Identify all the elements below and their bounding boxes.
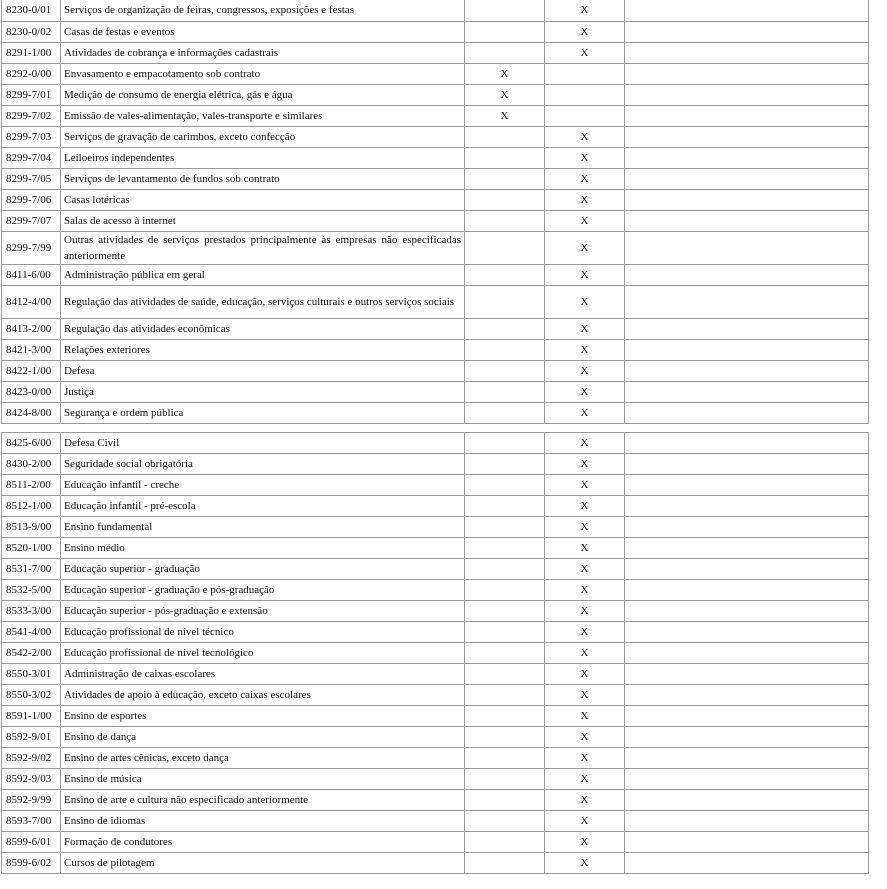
mark-column-1-cell (465, 285, 545, 318)
table-row (2, 210, 869, 231)
table-row (2, 664, 869, 685)
activity-description-cell: Administração pública em geral (61, 264, 465, 285)
mark-column-1-cell (465, 622, 545, 643)
mark-column-3-cell (625, 433, 869, 454)
mark-column-1-cell (465, 706, 545, 727)
table-row (2, 231, 869, 264)
cnae-code-cell: 8291-1/00 (2, 42, 61, 63)
mark-column-2-cell (545, 105, 625, 126)
mark-column-1-cell (465, 402, 545, 423)
mark-column-1-cell (465, 790, 545, 811)
mark-column-1-cell (465, 727, 545, 748)
cnae-code-cell: 8299-7/05 (2, 168, 61, 189)
mark-column-3-cell (625, 0, 869, 21)
mark-column-1-cell (465, 147, 545, 168)
cnae-code-cell: 8299-7/03 (2, 126, 61, 147)
mark-column-1-cell (465, 433, 545, 454)
table-row (2, 318, 869, 339)
cnae-code-cell: 8424-8/00 (2, 402, 61, 423)
mark-column-3-cell (625, 811, 869, 832)
activity-description-cell: Ensino médio (61, 538, 465, 559)
mark-column-1-cell (465, 126, 545, 147)
activity-description-cell: Envasamento e empacotamento sob contrato (61, 63, 465, 84)
mark-column-2-cell: X (545, 402, 625, 423)
activity-description-cell: Serviços de levantamento de fundos sob contrato (61, 168, 465, 189)
cnae-code-cell: 8533-3/00 (2, 601, 61, 622)
mark-column-1-cell (465, 601, 545, 622)
table-row (2, 433, 869, 454)
mark-column-3-cell (625, 126, 869, 147)
cnae-code-cell: 8299-7/01 (2, 84, 61, 105)
mark-column-1-cell (465, 853, 545, 874)
activity-description-cell: Medição de consumo de energia elétrica, gás e água (61, 84, 465, 105)
mark-column-3-cell (625, 559, 869, 580)
table-row (2, 0, 869, 21)
activity-description-cell: Ensino de idiomas (61, 811, 465, 832)
mark-column-3-cell (625, 84, 869, 105)
mark-column-2-cell: X (545, 454, 625, 475)
activity-description-cell: Defesa Civil (61, 433, 465, 454)
table-row (2, 168, 869, 189)
table-row (2, 496, 869, 517)
mark-column-2-cell: X (545, 231, 625, 264)
mark-column-2-cell: X (545, 748, 625, 769)
mark-column-1-cell: X (465, 63, 545, 84)
mark-column-3-cell (625, 381, 869, 402)
mark-column-3-cell (625, 147, 869, 168)
mark-column-1-cell (465, 832, 545, 853)
mark-column-1-cell (465, 231, 545, 264)
cnae-code-cell: 8230-0/02 (2, 21, 61, 42)
table-row (2, 285, 869, 318)
mark-column-2-cell: X (545, 622, 625, 643)
mark-column-2-cell (545, 63, 625, 84)
table-row (2, 727, 869, 748)
cnae-code-cell: 8531-7/00 (2, 559, 61, 580)
mark-column-3-cell (625, 475, 869, 496)
activities-table-bottom (1, 432, 869, 874)
table-row (2, 769, 869, 790)
mark-column-1-cell: X (465, 105, 545, 126)
mark-column-3-cell (625, 210, 869, 231)
activity-description-cell: Defesa (61, 360, 465, 381)
mark-column-3-cell (625, 21, 869, 42)
table-row (2, 147, 869, 168)
activity-description-cell: Seguridade social obrigatória (61, 454, 465, 475)
cnae-code-cell: 8413-2/00 (2, 318, 61, 339)
table-row (2, 360, 869, 381)
table-row (2, 685, 869, 706)
cnae-code-cell: 8299-7/02 (2, 105, 61, 126)
activity-description-cell: Educação superior - pós-graduação e extensão (61, 601, 465, 622)
mark-column-1-cell (465, 339, 545, 360)
mark-column-2-cell: X (545, 853, 625, 874)
table-row (2, 559, 869, 580)
activity-description-cell: Regulação das atividades de saúde, educação, serviços culturais e outros serviços sociais (61, 285, 465, 318)
table-row (2, 63, 869, 84)
activity-description-cell: Educação infantil - pré-escola (61, 496, 465, 517)
mark-column-2-cell: X (545, 580, 625, 601)
activity-description-cell: Educação superior - graduação e pós-graduação (61, 580, 465, 601)
cnae-code-cell: 8592-9/02 (2, 748, 61, 769)
cnae-code-cell: 8591-1/00 (2, 706, 61, 727)
mark-column-2-cell: X (545, 643, 625, 664)
mark-column-3-cell (625, 454, 869, 475)
activity-description-cell: Leiloeiros independentes (61, 147, 465, 168)
table-row (2, 42, 869, 63)
table-row (2, 517, 869, 538)
cnae-code-cell: 8520-1/00 (2, 538, 61, 559)
table-row (2, 402, 869, 423)
cnae-code-cell: 8541-4/00 (2, 622, 61, 643)
cnae-code-cell: 8592-9/01 (2, 727, 61, 748)
table-row (2, 21, 869, 42)
mark-column-1-cell (465, 168, 545, 189)
activities-table-top (1, 0, 869, 424)
activity-description-cell: Segurança e ordem pública (61, 402, 465, 423)
mark-column-2-cell: X (545, 601, 625, 622)
mark-column-1-cell (465, 21, 545, 42)
activity-description-cell: Regulação das atividades econômicas (61, 318, 465, 339)
mark-column-1-cell (465, 517, 545, 538)
mark-column-3-cell (625, 318, 869, 339)
activity-description-cell: Relações exteriores (61, 339, 465, 360)
mark-column-3-cell (625, 769, 869, 790)
mark-column-3-cell (625, 42, 869, 63)
mark-column-2-cell: X (545, 433, 625, 454)
activity-description-cell: Outras atividades de serviços prestados principalmente às empresas não especificadas anteriormente (61, 231, 465, 264)
mark-column-1-cell (465, 643, 545, 664)
mark-column-3-cell (625, 706, 869, 727)
mark-column-3-cell (625, 360, 869, 381)
cnae-code-cell: 8593-7/00 (2, 811, 61, 832)
activity-description-cell: Ensino de artes cênicas, exceto dança (61, 748, 465, 769)
table-row (2, 538, 869, 559)
table-row (2, 189, 869, 210)
activity-description-cell: Administração de caixas escolares (61, 664, 465, 685)
mark-column-2-cell: X (545, 285, 625, 318)
activity-description-cell: Justiça (61, 381, 465, 402)
mark-column-2-cell: X (545, 769, 625, 790)
table-row (2, 643, 869, 664)
table-row (2, 748, 869, 769)
cnae-code-cell: 8299-7/06 (2, 189, 61, 210)
mark-column-2-cell: X (545, 339, 625, 360)
mark-column-1-cell (465, 454, 545, 475)
mark-column-3-cell (625, 517, 869, 538)
mark-column-3-cell (625, 748, 869, 769)
mark-column-3-cell (625, 168, 869, 189)
table-row (2, 832, 869, 853)
mark-column-3-cell (625, 685, 869, 706)
table-row (2, 790, 869, 811)
mark-column-2-cell: X (545, 0, 625, 21)
mark-column-3-cell (625, 664, 869, 685)
mark-column-2-cell: X (545, 42, 625, 63)
table-row (2, 622, 869, 643)
mark-column-2-cell: X (545, 706, 625, 727)
cnae-code-cell: 8411-6/00 (2, 264, 61, 285)
mark-column-1-cell (465, 42, 545, 63)
mark-column-3-cell (625, 285, 869, 318)
table-row (2, 84, 869, 105)
activity-description-cell: Ensino de dança (61, 727, 465, 748)
table-row (2, 853, 869, 874)
cnae-code-cell: 8550-3/01 (2, 664, 61, 685)
activity-description-cell: Serviços de gravação de carimbos, exceto confecção (61, 126, 465, 147)
mark-column-3-cell (625, 231, 869, 264)
mark-column-3-cell (625, 601, 869, 622)
cnae-code-cell: 8550-3/02 (2, 685, 61, 706)
mark-column-3-cell (625, 727, 869, 748)
table-row (2, 105, 869, 126)
mark-column-2-cell (545, 84, 625, 105)
cnae-code-cell: 8423-0/00 (2, 381, 61, 402)
mark-column-2-cell: X (545, 538, 625, 559)
activity-description-cell: Atividades de cobrança e informações cadastrais (61, 42, 465, 63)
activity-description-cell: Casas de festas e eventos (61, 21, 465, 42)
mark-column-1-cell (465, 538, 545, 559)
activity-description-cell: Emissão de vales-alimentação, vales-transporte e similares (61, 105, 465, 126)
cnae-code-cell: 8292-0/00 (2, 63, 61, 84)
mark-column-2-cell: X (545, 210, 625, 231)
cnae-code-cell: 8513-9/00 (2, 517, 61, 538)
mark-column-1-cell (465, 210, 545, 231)
activity-description-cell: Educação profissional de nível tecnológico (61, 643, 465, 664)
activity-description-cell: Salas de acesso à internet (61, 210, 465, 231)
activities-table-top-body (2, 0, 869, 423)
mark-column-1-cell (465, 685, 545, 706)
table-row (2, 126, 869, 147)
mark-column-2-cell: X (545, 126, 625, 147)
mark-column-2-cell: X (545, 21, 625, 42)
mark-column-2-cell: X (545, 475, 625, 496)
activity-description-cell: Ensino de esportes (61, 706, 465, 727)
mark-column-3-cell (625, 622, 869, 643)
mark-column-3-cell (625, 189, 869, 210)
cnae-code-cell: 8592-9/99 (2, 790, 61, 811)
cnae-code-cell: 8412-4/00 (2, 285, 61, 318)
mark-column-1-cell (465, 748, 545, 769)
mark-column-3-cell (625, 538, 869, 559)
activity-description-cell: Ensino de música (61, 769, 465, 790)
mark-column-2-cell: X (545, 517, 625, 538)
cnae-code-cell: 8512-1/00 (2, 496, 61, 517)
activity-description-cell: Ensino de arte e cultura não especificado anteriormente (61, 790, 465, 811)
cnae-code-cell: 8299-7/99 (2, 231, 61, 264)
mark-column-2-cell: X (545, 147, 625, 168)
cnae-code-cell: 8230-0/01 (2, 0, 61, 21)
mark-column-3-cell (625, 643, 869, 664)
mark-column-1-cell (465, 318, 545, 339)
mark-column-2-cell: X (545, 685, 625, 706)
activity-description-cell: Educação profissional de nível técnico (61, 622, 465, 643)
table-row (2, 454, 869, 475)
cnae-code-cell: 8430-2/00 (2, 454, 61, 475)
mark-column-1-cell (465, 496, 545, 517)
cnae-code-cell: 8592-9/03 (2, 769, 61, 790)
table-row (2, 706, 869, 727)
cnae-code-cell: 8425-6/00 (2, 433, 61, 454)
mark-column-1-cell (465, 381, 545, 402)
mark-column-1-cell: X (465, 84, 545, 105)
mark-column-3-cell (625, 264, 869, 285)
mark-column-3-cell (625, 402, 869, 423)
table-row (2, 475, 869, 496)
mark-column-3-cell (625, 105, 869, 126)
mark-column-3-cell (625, 832, 869, 853)
cnae-code-cell: 8299-7/04 (2, 147, 61, 168)
mark-column-2-cell: X (545, 811, 625, 832)
mark-column-1-cell (465, 664, 545, 685)
activities-table-bottom-body (2, 433, 869, 874)
cnae-code-cell: 8599-6/02 (2, 853, 61, 874)
table-row (2, 601, 869, 622)
mark-column-2-cell: X (545, 318, 625, 339)
activity-description-cell: Serviços de organização de feiras, congressos, exposições e festas (61, 0, 465, 21)
activity-description-cell: Formação de condutores (61, 832, 465, 853)
activity-description-cell: Educação superior - graduação (61, 559, 465, 580)
mark-column-2-cell: X (545, 189, 625, 210)
activity-description-cell: Cursos de pilotagem (61, 853, 465, 874)
cnae-code-cell: 8532-5/00 (2, 580, 61, 601)
mark-column-2-cell: X (545, 559, 625, 580)
mark-column-1-cell (465, 360, 545, 381)
mark-column-1-cell (465, 189, 545, 210)
mark-column-2-cell: X (545, 790, 625, 811)
mark-column-3-cell (625, 580, 869, 601)
mark-column-3-cell (625, 790, 869, 811)
cnae-code-cell: 8599-6/01 (2, 832, 61, 853)
cnae-code-cell: 8422-1/00 (2, 360, 61, 381)
table-row (2, 381, 869, 402)
activity-description-cell: Atividades de apoio à educação, exceto caixas escolares (61, 685, 465, 706)
mark-column-1-cell (465, 475, 545, 496)
table-row (2, 580, 869, 601)
mark-column-1-cell (465, 769, 545, 790)
table-row (2, 811, 869, 832)
cnae-code-cell: 8542-2/00 (2, 643, 61, 664)
mark-column-2-cell: X (545, 832, 625, 853)
activity-description-cell: Educação infantil - creche (61, 475, 465, 496)
table-row (2, 264, 869, 285)
cnae-code-cell: 8299-7/07 (2, 210, 61, 231)
cnae-code-cell: 8421-3/00 (2, 339, 61, 360)
mark-column-2-cell: X (545, 496, 625, 517)
mark-column-2-cell: X (545, 168, 625, 189)
mark-column-1-cell (465, 0, 545, 21)
mark-column-2-cell: X (545, 264, 625, 285)
activity-description-cell: Ensino fundamental (61, 517, 465, 538)
table-row (2, 339, 869, 360)
mark-column-2-cell: X (545, 664, 625, 685)
mark-column-1-cell (465, 580, 545, 601)
mark-column-3-cell (625, 853, 869, 874)
mark-column-1-cell (465, 811, 545, 832)
mark-column-3-cell (625, 63, 869, 84)
mark-column-2-cell: X (545, 727, 625, 748)
mark-column-3-cell (625, 339, 869, 360)
mark-column-2-cell: X (545, 381, 625, 402)
cnae-code-cell: 8511-2/00 (2, 475, 61, 496)
mark-column-1-cell (465, 559, 545, 580)
mark-column-1-cell (465, 264, 545, 285)
activity-description-cell: Casas lotéricas (61, 189, 465, 210)
mark-column-2-cell: X (545, 360, 625, 381)
mark-column-3-cell (625, 496, 869, 517)
